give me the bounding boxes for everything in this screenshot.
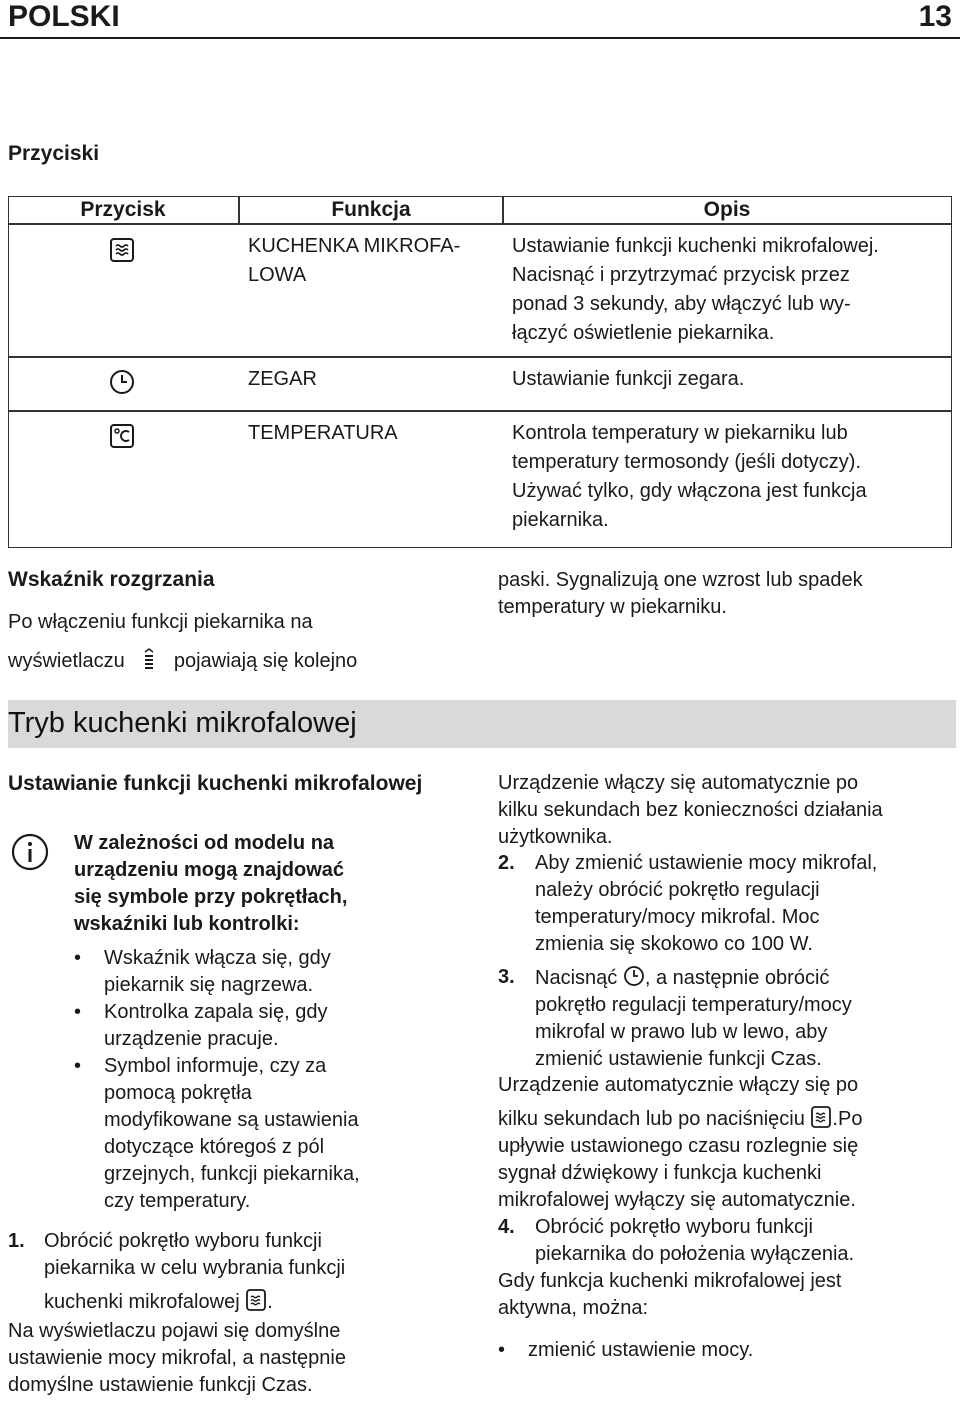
- info-icon: [10, 832, 50, 872]
- step-line: piekarnika do położenia wyłączenia.: [535, 1243, 855, 1265]
- heating-indicator-text: pojawiają się kolejno: [173, 650, 358, 672]
- paragraph-line: mikrofalowej wyłączy się automatycznie.: [498, 1189, 856, 1211]
- paragraph-line: sygnał dźwiękowy i funkcja kuchenki: [498, 1162, 822, 1184]
- step-line-end: .: [267, 1291, 273, 1313]
- step-line: Aby zmienić ustawienie mocy mikrofal,: [535, 852, 878, 874]
- description-line: ponad 3 sekundy, aby włączyć lub wy-: [512, 293, 851, 315]
- description-line: Kontrola temperatury w piekarniku lub: [512, 422, 848, 444]
- table-row-rule: [8, 410, 952, 412]
- microwave-icon: [108, 236, 136, 264]
- description-line: Używać tylko, gdy włączona jest funkcja: [512, 480, 867, 502]
- clock-icon: [108, 368, 136, 396]
- list-item: [74, 945, 474, 999]
- step-line: Obrócić pokrętło wyboru funkcji: [44, 1230, 322, 1252]
- list-item: • zmienić ustawienie mocy.: [498, 1337, 753, 1364]
- list-item-line: pomocą pokrętła: [104, 1082, 252, 1104]
- paragraph-line: kilku sekundach bez konieczności działania: [498, 799, 883, 821]
- heating-indicator-text: wyświetlaczu: [8, 650, 125, 672]
- description-line: Ustawianie funkcji kuchenki mikrofalowej.: [512, 235, 879, 257]
- heating-indicator-line: temperatury w piekarniku.: [498, 596, 727, 618]
- list-item-line: czy temperatury.: [104, 1190, 251, 1212]
- list-item-line: dotyczące któregoś z pól: [104, 1136, 325, 1158]
- buttons-section-title: Przyciski: [8, 142, 100, 165]
- description-line: piekarnika.: [512, 509, 609, 531]
- description-line: Ustawianie funkcji zegara.: [512, 368, 745, 390]
- paragraph-line: domyślne ustawienie funkcji Czas.: [8, 1374, 313, 1396]
- step-number: 3.: [498, 966, 515, 988]
- microwave-icon: [245, 1288, 267, 1312]
- step-line: Nacisnąć: [535, 967, 618, 989]
- function-name-line: ZEGAR: [248, 368, 317, 390]
- column-header-function: Funkcja: [331, 198, 411, 221]
- step-number: 1.: [8, 1230, 25, 1252]
- list-item-line: urządzenie pracuje.: [104, 1028, 279, 1050]
- list-item-line: • Wskaźnik włącza się, gdy: [104, 947, 331, 969]
- function-name-line: LOWA: [248, 264, 307, 286]
- info-line: się symbole przy pokrętłach,: [74, 886, 348, 908]
- microwave-mode-subtitle: Ustawianie funkcji kuchenki mikrofalowej: [8, 772, 423, 795]
- heating-indicator-title: Wskaźnik rozgrzania: [8, 568, 215, 591]
- paragraph-line: upływie ustawionego czasu rozlegnie się: [498, 1135, 859, 1157]
- paragraph-line: aktywna, można:: [498, 1297, 649, 1319]
- list-item: [74, 999, 474, 1053]
- section-language: POLSKI: [8, 0, 120, 33]
- list-item-line: piekarnik się nagrzewa.: [104, 974, 313, 996]
- info-line: wskaźniki lub kontrolki:: [74, 913, 300, 935]
- paragraph-line: ustawienie mocy mikrofal, a następnie: [8, 1347, 346, 1369]
- heating-indicator-line: Po włączeniu funkcji piekarnika na: [8, 611, 313, 633]
- step-line: kuchenki mikrofalowej: [44, 1291, 240, 1313]
- info-line: W zależności od modelu na: [74, 832, 335, 854]
- temperature-icon: [108, 422, 136, 450]
- column-header-button: Przycisk: [80, 198, 166, 221]
- microwave-mode-title: Tryb kuchenki mikrofalowej: [8, 707, 357, 739]
- function-name-line: TEMPERATURA: [248, 422, 398, 444]
- step-line: Obrócić pokrętło wyboru funkcji: [535, 1216, 813, 1238]
- step-number: 4.: [498, 1216, 515, 1238]
- table-row-rule: [8, 356, 952, 358]
- step-line: mikrofal w prawo lub w lewo, aby: [535, 1021, 828, 1043]
- paragraph-line: .Po: [832, 1108, 863, 1130]
- heating-indicator-line: paski. Sygnalizują one wzrost lub spadek: [498, 569, 863, 591]
- step-line: zmienia się skokowo co 100 W.: [535, 933, 813, 955]
- paragraph-line: Gdy funkcja kuchenki mikrofalowej jest: [498, 1270, 842, 1292]
- list-item-line: • Symbol informuje, czy za: [104, 1055, 327, 1077]
- function-name-line: KUCHENKA MIKROFA-: [248, 235, 461, 257]
- header-rule: [0, 37, 960, 39]
- step-line: , a następnie obrócić: [644, 967, 830, 989]
- step-number: 2.: [498, 852, 515, 874]
- paragraph-line: użytkownika.: [498, 826, 613, 848]
- step-line: należy obrócić pokrętło regulacji: [535, 879, 820, 901]
- page-number: 13: [918, 0, 952, 33]
- step-line: temperatury/mocy mikrofal. Moc: [535, 906, 820, 928]
- description-line: łączyć oświetlenie piekarnika.: [512, 322, 775, 344]
- list-item-line: modyfikowane są ustawienia: [104, 1109, 359, 1131]
- microwave-icon: [810, 1105, 832, 1129]
- heat-bars-icon: [138, 647, 160, 671]
- list-item-line: • Kontrolka zapala się, gdy: [104, 1001, 328, 1023]
- step-line: pokrętło regulacji temperatury/mocy: [535, 994, 852, 1016]
- paragraph-line: Na wyświetlaczu pojawi się domyślne: [8, 1320, 341, 1342]
- step-line: zmienić ustawienie funkcji Czas.: [535, 1048, 822, 1070]
- step-line: piekarnika w celu wybrania funkcji: [44, 1257, 346, 1279]
- list-item-line: grzejnych, funkcji piekarnika,: [104, 1163, 360, 1185]
- info-line: urządzeniu mogą znajdować: [74, 859, 345, 881]
- paragraph-line: Urządzenie włączy się automatycznie po: [498, 772, 859, 794]
- list-item: [74, 1053, 474, 1215]
- paragraph-line: Urządzenie automatycznie włączy się po: [498, 1074, 859, 1096]
- description-line: temperatury termosondy (jeśli dotyczy).: [512, 451, 862, 473]
- description-line: Nacisnąć i przytrzymać przycisk przez: [512, 264, 850, 286]
- clock-icon: [623, 964, 645, 988]
- column-header-description: Opis: [703, 198, 751, 221]
- paragraph-line: kilku sekundach lub po naciśnięciu: [498, 1108, 805, 1130]
